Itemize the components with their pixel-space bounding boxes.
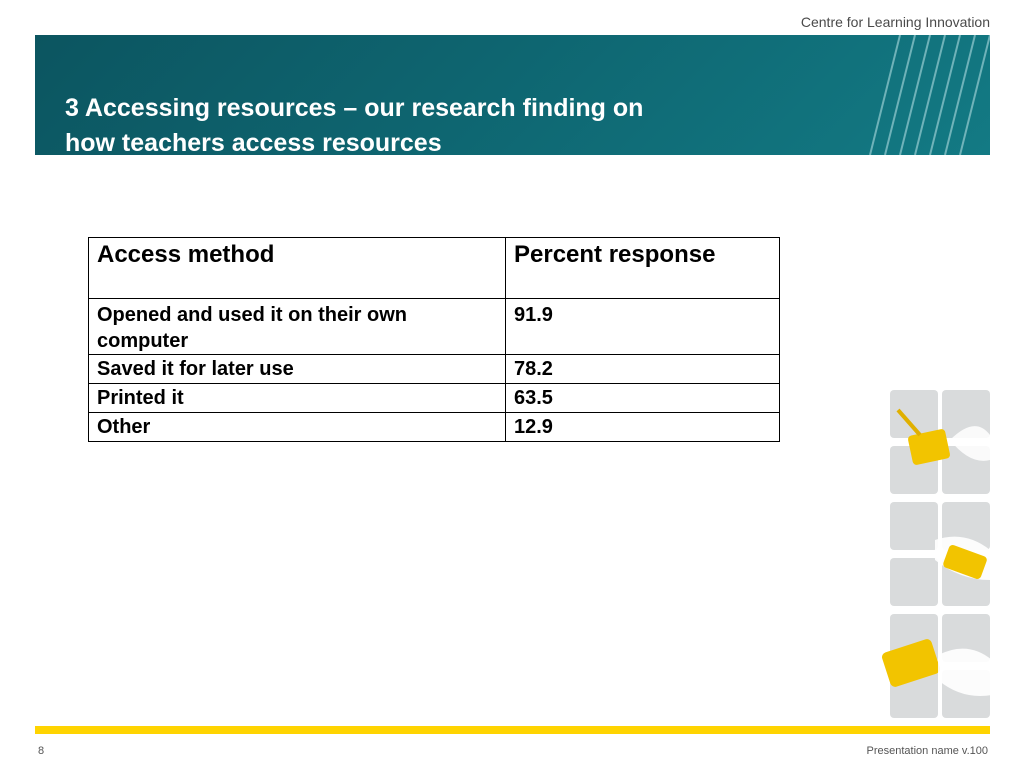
slide-title-line-1: 3 Accessing resources – our research finding on bbox=[65, 94, 644, 122]
table-row bbox=[89, 384, 780, 413]
cell-method: Opened and used it on their own computer bbox=[89, 299, 506, 355]
table-row bbox=[89, 299, 780, 355]
cell-method: Printed it bbox=[89, 384, 506, 413]
footer-accent-stripe bbox=[35, 726, 990, 734]
table-header-row bbox=[89, 238, 780, 299]
column-header-access-method: Access method bbox=[89, 238, 506, 299]
page-number: 8 bbox=[38, 745, 45, 757]
column-header-percent-response: Percent response bbox=[506, 238, 780, 299]
cell-percent: 12.9 bbox=[506, 413, 780, 442]
slide-title-line-2: how teachers access resources bbox=[65, 129, 442, 155]
access-methods-table bbox=[88, 237, 780, 442]
banner-stripes-decoration bbox=[830, 35, 990, 155]
devices-collage-decoration bbox=[880, 390, 992, 720]
cell-percent: 78.2 bbox=[506, 355, 780, 384]
slide-title bbox=[65, 91, 765, 155]
presentation-name: Presentation name v.100 bbox=[866, 745, 988, 757]
cell-method: Saved it for later use bbox=[89, 355, 506, 384]
table-row bbox=[89, 413, 780, 442]
cell-percent: 91.9 bbox=[506, 299, 780, 355]
cell-method: Other bbox=[89, 413, 506, 442]
cell-percent: 63.5 bbox=[506, 384, 780, 413]
title-banner bbox=[35, 35, 990, 155]
organization-logo-text: Centre for Learning Innovation bbox=[800, 14, 990, 30]
table-row bbox=[89, 355, 780, 384]
